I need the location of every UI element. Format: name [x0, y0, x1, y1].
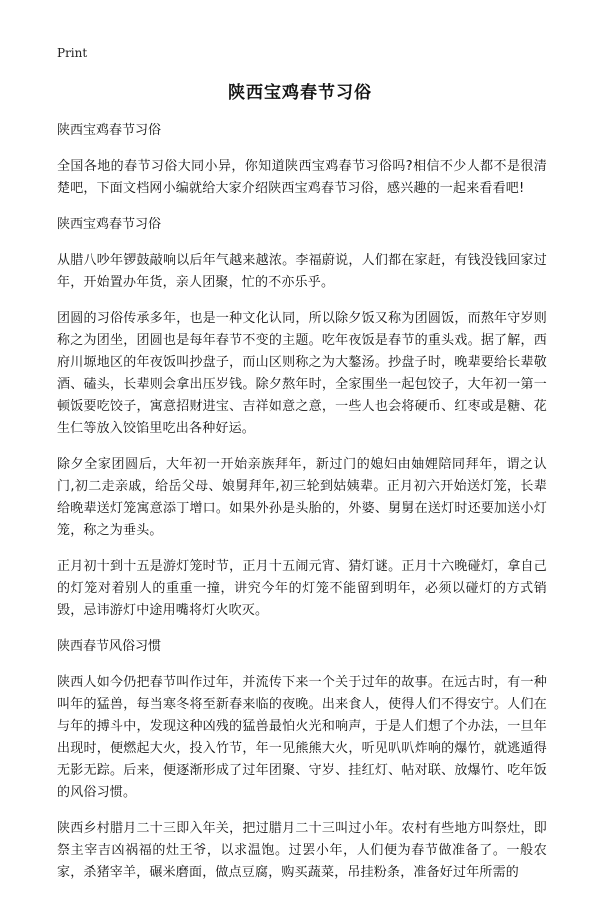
paragraph: 除夕全家团圆后，大年初一开始亲族拜年，新过门的媳妇由妯娌陪同拜年，谓之认门,初二走亲戚，给岳父母、娘舅拜年,初三轮到姑姨辈。正月初六开始送灯笼，长辈给晚辈送灯笼寓意添丁增口。如果外孙是头胎的，外婆、舅舅在送灯时还要加送小灯笼，称之为垂头。 — [57, 457, 547, 538]
document-body — [57, 120, 547, 898]
paragraph: 正月初十到十五是游灯笼时节，正月十五闹元宵、猜灯谜。正月十六晚碰灯，拿自己的灯笼对着别人的重重一撞，讲究今年的灯笼不能留到明年，必须以碰灯的方式销毁，忌讳游灯中途用嘴将灯火吹灭。 — [57, 559, 547, 618]
page-title: 陕西宝鸡春节习俗 — [228, 83, 372, 103]
paragraph: 陕西乡村腊月二十三即入年关，把过腊月二十三叫过小年。农村有些地方叫祭灶，即祭主宰吉凶祸福的灶王爷，以求温饱。过罢小年，人们便为春节做准备了。一般农家，杀猪宰羊，碾米磨面，做点豆腐，购买蔬菜，吊挂粉条，准备好过年所需的 — [57, 821, 547, 880]
section-heading: 陕西宝鸡春节习俗 — [57, 217, 162, 232]
section-heading: 陕西春节风俗习惯 — [57, 639, 162, 654]
paragraph: 从腊八吵年锣鼓敲响以后年气越来越浓。李福蔚说，人们都在家赶，有钱没钱回家过年，开始置办年货，亲人团聚，忙的不亦乐乎。 — [57, 253, 547, 290]
paragraph: 团圆的习俗传承多年，也是一种文化认同，所以除夕饭又称为团圆饭，而熬年守岁则称之为团坐，团圆也是每年春节不变的主题。吃年夜饭是春节的重头戏。据了解，西府川塬地区的年夜饭叫抄盘子，而山区则称之为大鏊汤。抄盘子时，晚辈要给长辈敬酒、磕头，长辈则会拿出压岁钱。除夕熬年时，全家围坐一起包饺子，大年初一第一顿饭要吃饺子，寓意招财进宝、吉祥如意之意，一些人也会将硬币、红枣或是糖、花生仁等放入饺馅里吃出各种好运。 — [57, 311, 547, 436]
paragraph: 陕西人如今仍把春节叫作过年，并流传下来一个关于过年的故事。在远古时，有一种叫年的猛兽，每当寒冬将至新春来临的夜晚。出来食人，使得人们不得安宁。人们在与年的搏斗中，发现这种凶残的猛兽最怕火光和响声，于是人们想了个办法，一旦年出现时，便燃起大火，投入竹节，年一见熊熊大火，听见叭叭炸响的爆竹，就逃遁得无影无踪。后来，便逐渐形成了过年团聚、守岁、挂红灯、帖对联、放爆竹、吃年饭的风俗习惯。 — [57, 675, 547, 800]
print-link[interactable]: Print — [57, 46, 88, 60]
section-heading: 陕西宝鸡春节习俗 — [57, 123, 162, 138]
paragraph: 全国各地的春节习俗大同小异，你知道陕西宝鸡春节习俗吗?相信不少人都不是很清楚吧，下面文档网小编就给大家介绍陕西宝鸡春节习俗，感兴趣的一起来看看吧! — [57, 159, 547, 196]
